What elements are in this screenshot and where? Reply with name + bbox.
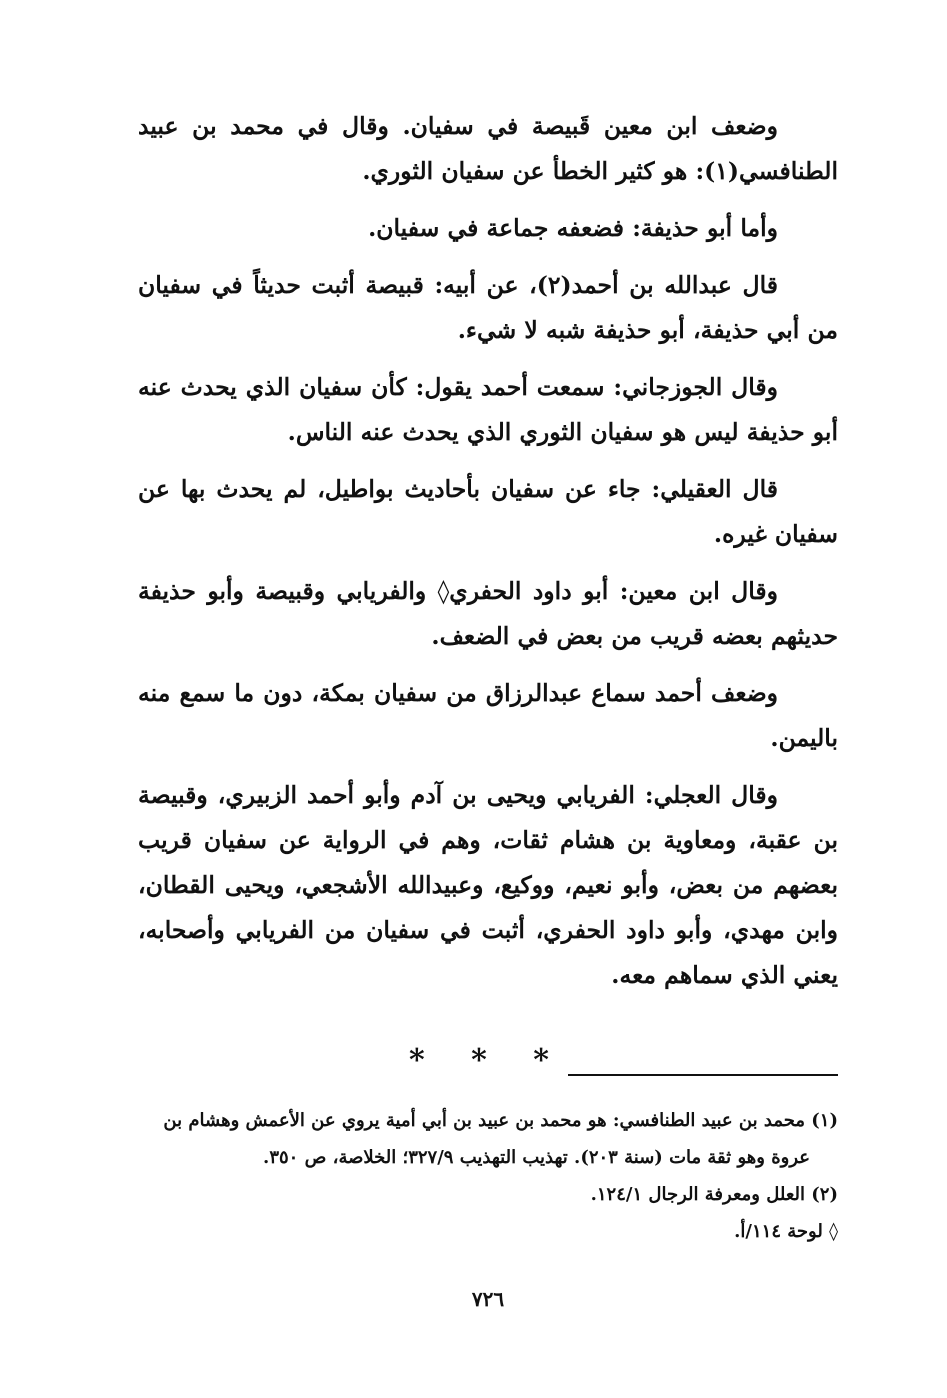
main-text <box>138 104 838 1083</box>
paragraph-7: وضعف أحمد سماع عبدالرزاق من سفيان بمكة، دون ما سمع منه باليمن. <box>138 679 838 752</box>
footnote-1: (١) محمد بن عبيد الطنافسي: هو محمد بن عبيد بن أبي أمية يروي عن الأعمش وهشام بن <box>163 1110 838 1131</box>
paragraph-1: وضعف ابن معين قَبيصة في سفيان. وقال في محمد بن عبيد الطنافسي(١): هو كثير الخطأ عن سفيان الثوري. <box>138 112 838 185</box>
paragraph-3: قال عبدالله بن أحمد(٢)، عن أبيه: قبيصة أثبت حديثاً في سفيان من أبي حذيفة، أبو حذيفة شبه لا شيء. <box>138 271 838 344</box>
footnote-separator <box>568 1074 838 1076</box>
paragraph-4: وقال الجوزجاني: سمعت أحمد يقول: كأن سفيان الذي يحدث عنه أبو حذيفة ليس هو سفيان الثوري الذي يحدث عنه الناس. <box>138 373 838 446</box>
section-divider: * * * <box>409 1043 567 1078</box>
document-page <box>138 104 838 1344</box>
paragraph-2: وأما أبو حذيفة: فضعفه جماعة في سفيان. <box>368 214 778 242</box>
footnotes <box>138 1102 838 1250</box>
paragraph-5: قال العقيلي: جاء عن سفيان بأحاديث بواطيل، لم يحدث بها عن سفيان غيره. <box>138 475 838 548</box>
paragraph-8: وقال العجلي: الفريابي ويحيى بن آدم وأبو أحمد الزبيري، وقبيصة بن عقبة، ومعاوية بن هشام ثقات، وهم في الرواية عن سفيان قريب بعضهم من بعض، وأبو نعيم، ووكيع، وعبيدالله الأشجعي، ويحيى القطان، وابن مهدي، وأبو داود الحفري، أثبت في سفيان من الفريابي وأصحابه، يعني الذي سماهم معه. <box>138 781 838 989</box>
paragraph-6: وقال ابن معين: أبو داود الحفري◊ والفريابي وقبيصة وأبو حذيفة حديثهم بعضه قريب من بعض في الضعف. <box>138 577 838 650</box>
page-number: ٧٢٦ <box>471 1287 505 1311</box>
footnote-3: ◊ لوحة ١١٤/أ. <box>734 1221 838 1242</box>
footnote-2: (٢) العلل ومعرفة الرجال ١٢٤/١. <box>590 1184 838 1205</box>
footnote-1-continuation: عروة وهو ثقة مات (سنة ٢٠٣). تهذيب التهذيب ٣٢٧/٩؛ الخلاصة، ص ٣٥٠. <box>263 1147 810 1168</box>
